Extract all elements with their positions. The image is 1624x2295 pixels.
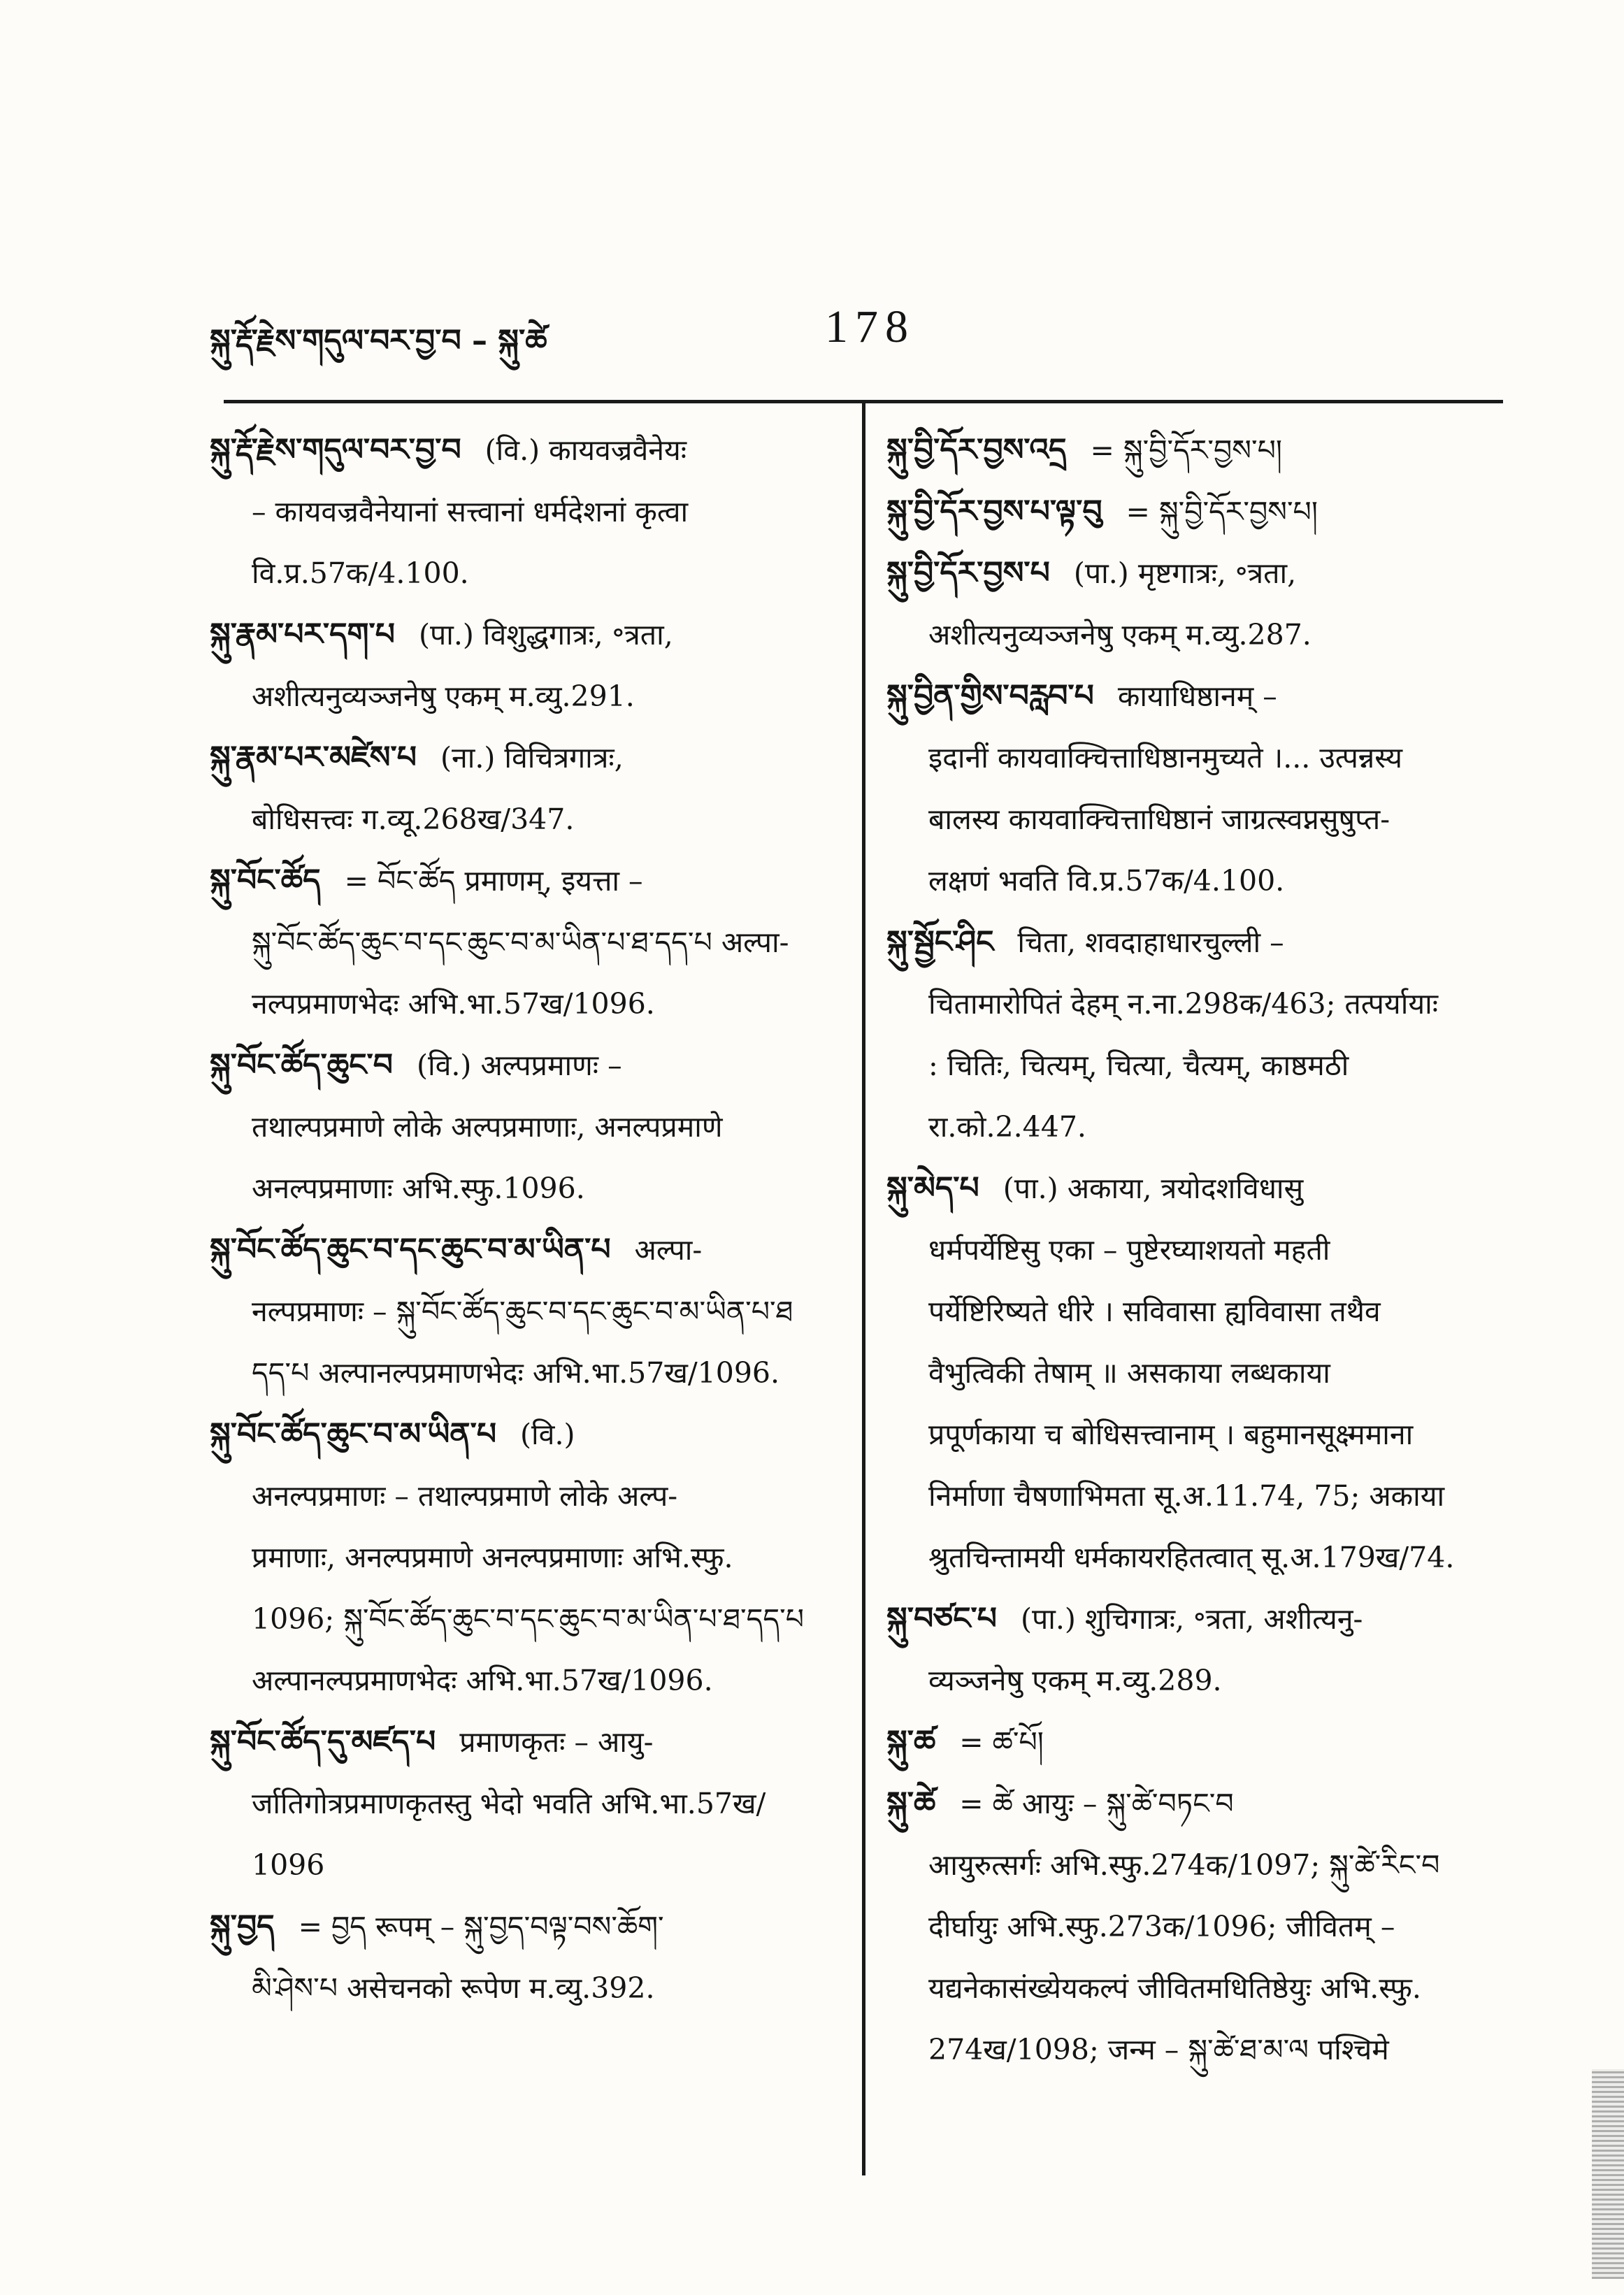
entry-headword-line [886, 481, 1516, 542]
entry-headword-line [210, 727, 832, 789]
entry-text: लक्षणं भवति वि.प्र.57क/4.100. [928, 864, 1285, 898]
entry-text: अनल्पप्रमाणाः अभि.स्फु.1096. [252, 1172, 585, 1205]
entry-continuation-line [886, 850, 1516, 912]
entry-text: निर्माणा चैषणाभिमता सू.अ.11.74, 75; अकाया [928, 1479, 1445, 1513]
entry-headword-line [210, 1896, 832, 1957]
entry-text: (ना.) विचित्रगात्रः, [440, 741, 624, 775]
entry-text: प्रमाणकृतः – आयु- [459, 1725, 654, 1759]
left-column [210, 419, 832, 2019]
entry-continuation-line [886, 1834, 1516, 1896]
entry-text: 1096; སྐུ་བོང་ཚོད་ཆུང་བ་དང་ཆུང་བ་མ་ཡིན་པ་ཐ་དད་པ [252, 1602, 804, 1636]
entry-headword-line [886, 666, 1516, 727]
entry-text: चिता, शवदाहाधारचुल्ली – [1017, 926, 1284, 959]
tibetan-headword: སྐུ་བོང་ཚོད་ཆུང་བ་དང་ཆུང་བ་མ་ཡིན་པ [210, 1232, 611, 1267]
entry-continuation-line [210, 1465, 832, 1527]
entry-text: = བྱད रूपम् – སྐུ་བྱད་བལྟ་བས་ཆོག་ [298, 1910, 664, 1943]
entry-continuation-line [886, 1465, 1516, 1527]
tibetan-headword: སྐུ་ཚེ [886, 1785, 936, 1821]
entry-text: वि.प्र.57क/4.100. [252, 556, 469, 590]
entry-text: पर्येष्टिरिष्यते धीरे । सविवासा ह्यविवासा तथैव [928, 1295, 1381, 1328]
entry-text: = བོང་ཚོད प्रमाणम्, इयत्ता – [344, 864, 643, 898]
entry-headword-line [886, 1588, 1516, 1650]
tibetan-headword: སྐུ་རྣམ་པར་དག་པ [210, 617, 395, 652]
entry-headword-line [210, 604, 832, 666]
entry-text: आयुरुत्सर्गः अभि.स्फु.274क/1097; སྐུ་ཚེ་རིང་བ [928, 1848, 1440, 1882]
entry-continuation-line [886, 789, 1516, 850]
entry-text: कायाधिष्ठानम् – [1117, 679, 1277, 713]
entry-continuation-line [210, 1773, 832, 1834]
entry-text: अशीत्यनुव्यञ्जनेषु एकम् म.व्यु.291. [252, 679, 635, 713]
tibetan-headword: སྐུ་རྡོ་རྗེས་གདུལ་བར་བྱ་བ [210, 432, 461, 468]
entry-headword-line [210, 419, 832, 481]
entry-text: प्रपूर्णकाया च बोधिसत्त्वानाम् । बहुमानसूक्ष्ममाना [928, 1418, 1414, 1451]
entry-text: སྐུ་བོང་ཚོད་ཆུང་བ་དང་ཆུང་བ་མ་ཡིན་པ་ཐ་དད་པ अल्पा- [252, 926, 789, 959]
entry-continuation-line [886, 727, 1516, 789]
entry-text: अशीत्यनुव्यञ्जनेषु एकम् म.व्यु.287. [928, 618, 1312, 652]
tibetan-headword: སྐུ་སྦྱོང་ཤིང [886, 924, 994, 960]
tibetan-headword: སྐུ་བྱི་དོར་བྱས་པ་ལྟ་བུ [886, 494, 1102, 529]
entry-text: धर्मपर्येष्टिसु एका – पुष्टेरघ्याशयतो महती [928, 1233, 1330, 1267]
entry-headword-line [886, 419, 1516, 481]
entry-text: र्जातिगोत्रप्रमाणकृतस्तु भेदो भवति अभि.भा.57ख/ [252, 1787, 766, 1820]
entry-text: : चितिः, चित्यम्, चित्या, चैत्यम्, काष्ठमठी [928, 1049, 1349, 1082]
entry-continuation-line [210, 912, 832, 973]
tibetan-headword: སྐུ་བྱི་དོར་བྱས་པ [886, 555, 1050, 591]
entry-headword-line [210, 1711, 832, 1773]
entry-continuation-line [886, 1957, 1516, 2019]
entry-continuation-line [886, 604, 1516, 666]
entry-text: (वि.) अल्पप्रमाणः – [416, 1049, 622, 1082]
entry-text: तथाल्पप्रमाणे लोके अल्पप्रमाणाः, अनल्पप्रमाणे [252, 1110, 723, 1144]
tibetan-headword: སྐུ་བོང་ཚོད་ཆུང་བ [210, 1047, 393, 1083]
entry-headword-line [886, 912, 1516, 973]
entry-text: དད་པ अल्पानल्पप्रमाणभेदः अभि.भा.57ख/1096. [252, 1356, 780, 1390]
entry-continuation-line [886, 973, 1516, 1035]
tibetan-headword: སྐུ་མེད་པ [886, 1170, 979, 1206]
entry-continuation-line [210, 1527, 832, 1588]
entry-continuation-line [886, 2019, 1516, 2080]
entry-continuation-line [886, 1527, 1516, 1588]
entry-text: 274ख/1098; जन्म – སྐུ་ཚེ་ཐ་མ་ལ पश्चिमे [928, 2033, 1389, 2066]
entry-text: (पा.) अकाया, त्रयोदशविधासु [1003, 1172, 1304, 1205]
entry-text: वैभुत्विकी तेषाम् ॥ असकाया लब्धकाया [928, 1356, 1330, 1390]
entry-text: इदानीं कायवाक्चित्ताधिष्ठानमुच्यते ।... उत्पन्नस्य [928, 741, 1403, 775]
entry-text: अनल्पप्रमाणः – तथाल्पप्रमाणे लोके अल्प- [252, 1479, 678, 1513]
entry-text: = སྐུ་བྱི་དོར་བྱས་པ། [1126, 495, 1318, 528]
entry-text: श्रुतचिन्तामयी धर्मकायरहितत्वात् सू.अ.179ख/74. [928, 1541, 1455, 1574]
entry-text: यद्यनेकासंख्येयकल्पं जीवितमधितिष्ठेयुः अभि.स्फु. [928, 1971, 1421, 2005]
page-header [210, 301, 1510, 357]
entry-continuation-line [210, 481, 832, 542]
entry-text: = ཚེ आयुः – སྐུ་ཚེ་བཏང་བ [959, 1787, 1234, 1820]
entry-headword-line [886, 1711, 1516, 1773]
scan-edge-artifact [1592, 2069, 1624, 2279]
entry-continuation-line [886, 1896, 1516, 1957]
column-divider [862, 400, 865, 2175]
entry-continuation-line [210, 789, 832, 850]
tibetan-headword: སྐུ་རྣམ་པར་མཛེས་པ [210, 740, 417, 775]
entry-text: नल्पप्रमाणभेदः अभि.भा.57ख/1096. [252, 987, 655, 1021]
entry-continuation-line [210, 1650, 832, 1711]
tibetan-headword: སྐུ་བྱད [210, 1908, 275, 1944]
entry-continuation-line [210, 1096, 832, 1158]
entry-text: (पा.) शुचिगात्रः, ॰त्रता, अशीत्यनु- [1020, 1602, 1363, 1636]
entry-continuation-line [886, 1219, 1516, 1281]
entry-text: (वि.) [520, 1418, 575, 1451]
entry-continuation-line [886, 1035, 1516, 1096]
running-head: སྐུ་རྡོ་རྗེས་གདུལ་བར་བྱ་བ – སྐུ་ཚེ [210, 323, 547, 359]
entry-headword-line [886, 1158, 1516, 1219]
entry-headword-line [886, 542, 1516, 604]
tibetan-headword: སྐུ་བྱི་དོར་བྱས་འདྲ [886, 432, 1067, 468]
entry-continuation-line [210, 666, 832, 727]
entry-continuation-line [886, 1096, 1516, 1158]
entry-continuation-line [210, 973, 832, 1035]
right-column [886, 419, 1516, 2080]
entry-text: (वि.) कायवज्रवैनेयः [484, 433, 687, 467]
entry-headword-line [886, 1773, 1516, 1834]
entry-text: = སྐུ་བྱི་དོར་བྱས་པ། [1090, 433, 1282, 467]
tibetan-headword: སྐུ་བཙང་པ [886, 1601, 997, 1636]
tibetan-headword: སྐུ་བོང་ཚོད་ཆུང་བ་མ་ཡིན་པ [210, 1416, 497, 1452]
entry-continuation-line [886, 1281, 1516, 1342]
entry-text: अल्पानल्पप्रमाणभेदः अभि.भा.57ख/1096. [252, 1664, 713, 1697]
entry-headword-line [210, 1404, 832, 1465]
tibetan-headword: སྐུ་བྱིན་གྱིས་བརླབ་པ [886, 678, 1094, 714]
entry-continuation-line [210, 1957, 832, 2019]
entry-text: མི་ཤེས་པ असेचनको रूपेण म.व्यु.392. [252, 1971, 655, 2005]
entry-text: 1096 [252, 1848, 325, 1882]
entry-text: बालस्य कायवाक्चित्ताधिष्ठानं जाग्रत्स्वप्नसुषुप्त- [928, 803, 1391, 836]
entry-continuation-line [210, 1281, 832, 1342]
entry-text: अल्पा- [634, 1233, 703, 1267]
entry-text: चितामारोपितं देहम् न.ना.298क/463; तत्पर्यायाः [928, 987, 1439, 1021]
entry-text: नल्पप्रमाणः – སྐུ་བོང་ཚོད་ཆུང་བ་དང་ཆུང་བ་མ་ཡིན་པ་ཐ [252, 1295, 793, 1328]
entry-text: बोधिसत्त्वः ग.व्यू.268ख/347. [252, 803, 575, 836]
entry-continuation-line [886, 1404, 1516, 1465]
entry-continuation-line [210, 1158, 832, 1219]
tibetan-headword: སྐུ་བོང་ཚོད [210, 863, 321, 898]
entry-continuation-line [210, 1834, 832, 1896]
page-number: 178 [825, 301, 915, 352]
entry-text: प्रमाणाः, अनल्पप्रमाणे अनल्पप्रमाणाः अभि.स्फु. [252, 1541, 733, 1574]
tibetan-headword: སྐུ་ཚ [886, 1724, 936, 1760]
entry-text: = ཚ་པོ། [959, 1725, 1044, 1759]
entry-continuation-line [210, 1588, 832, 1650]
entry-text: व्यञ्जनेषु एकम् म.व्यु.289. [928, 1664, 1222, 1697]
entry-text: – कायवज्रवैनेयानां सत्त्वानां धर्मदेशनां कृत्वा [252, 495, 689, 528]
entry-headword-line [210, 850, 832, 912]
entry-continuation-line [210, 542, 832, 604]
entry-headword-line [210, 1219, 832, 1281]
entry-continuation-line [210, 1342, 832, 1404]
entry-text: दीर्घायुः अभि.स्फु.273क/1096; जीवितम् – [928, 1910, 1395, 1943]
entry-text: (पा.) विशुद्धगात्रः, ॰त्रता, [418, 618, 673, 652]
entry-continuation-line [886, 1342, 1516, 1404]
entry-text: रा.को.2.447. [928, 1110, 1086, 1144]
entry-continuation-line [886, 1650, 1516, 1711]
tibetan-headword: སྐུ་བོང་ཚོད་དུ་མཛད་པ [210, 1724, 436, 1760]
entry-headword-line [210, 1035, 832, 1096]
entry-text: (पा.) मृष्टगात्रः, ॰त्रता, [1073, 556, 1297, 590]
